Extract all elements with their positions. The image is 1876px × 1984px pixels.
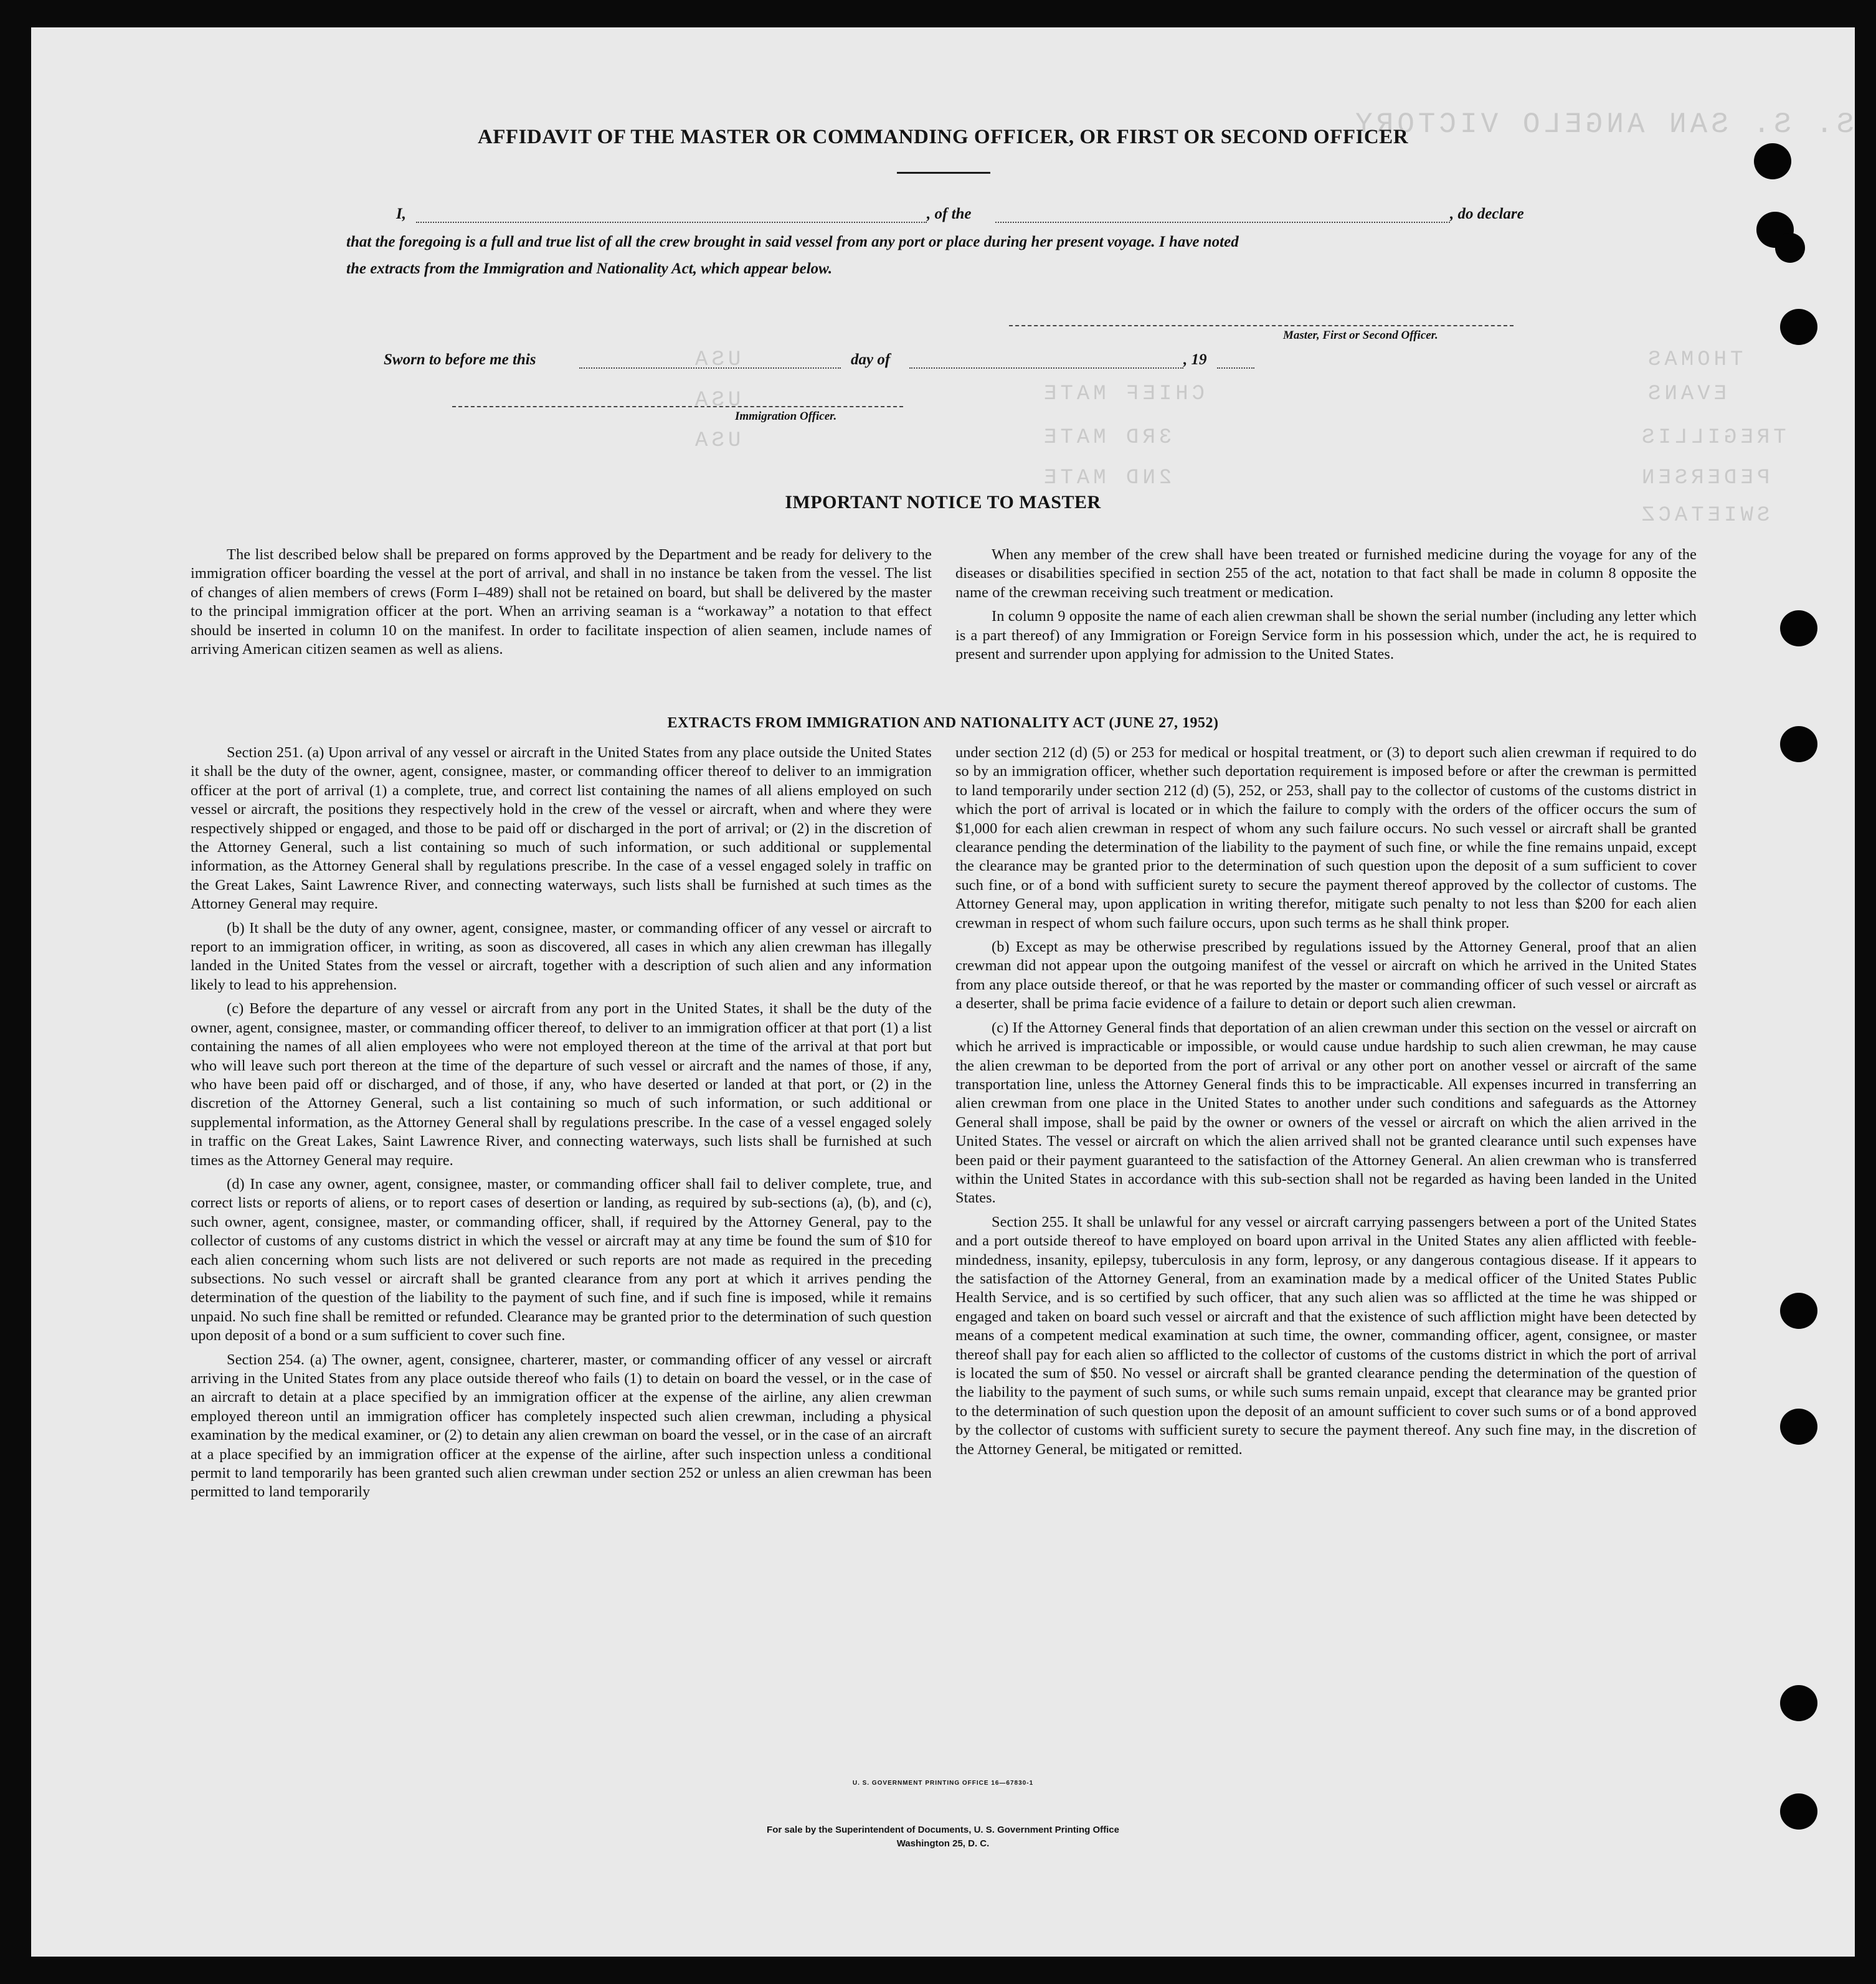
show-through-row: 3RD MATE: [1040, 426, 1172, 450]
show-through-row: USA: [691, 429, 741, 453]
show-through-row: THOMAS: [1644, 348, 1743, 372]
show-through-row: USA: [691, 348, 741, 372]
position-field[interactable]: [995, 222, 1450, 223]
master-signature-field[interactable]: [1009, 325, 1514, 326]
notice-left-column: [191, 546, 932, 659]
notice-paragraph: When any member of the crew shall have been treated or furnished medicine during the voyage for any of the diseases or disabilities specified in section 255 of the act, notation to that fact shall be made in column 8 opposite the name of the crewman receiving such treatment or medication.: [955, 546, 1697, 601]
immigration-officer-signature-field[interactable]: [452, 406, 903, 407]
act-section-paragraph: (d) In case any owner, agent, consignee, master, or commanding officer shall fail to deliver complete, true, and correct lists or reports of aliens, or to report cases of desertion or landing, as required by sub-sections (a), (b), and (c), such owner, agent, consignee, master, or commanding officer, shall, if required by the Attorney General, pay to the collector of customs of any customs district in which the vessel or aircraft may at any time be found the sum of $10 for each alien concerning whom such lists are not delivered or such reports are not made as required in the preceding subsections. No such vessel or aircraft shall be granted clearance from any port at which it arrives pending the determination of the question of the liability to the payment of such fine, and if such fine is imposed, while it remains unpaid. No such fine shall be remitted or refunded. Clearance may be granted prior to the determination of such question upon deposit of a bond or a sum sufficient to cover such fine.: [191, 1175, 932, 1344]
affiant-label: I,: [396, 205, 406, 222]
year-label: , 19: [1183, 351, 1207, 368]
declaration-line-2: the extracts from the Immigration and Nationality Act, which appear below.: [346, 260, 833, 277]
affiant-name-field[interactable]: [416, 222, 927, 223]
show-through-row: USA: [691, 389, 741, 412]
punch-hole: [1780, 1293, 1817, 1329]
show-through-vessel-name: S. S. SAN ANGELO VICTORY: [1352, 108, 1854, 141]
sworn-year-field[interactable]: [1217, 367, 1254, 369]
master-signature-caption: Master, First or Second Officer.: [1283, 329, 1438, 342]
extracts-left-column: [191, 744, 932, 1502]
of-the-label: , of the: [927, 205, 972, 222]
act-section-paragraph: (b) Except as may be otherwise prescribed by regulations issued by the Attorney General, proof that an alien crewman did not appear upon the outgoing manifest of the vessel or aircraft on which he arrived in the United States from any place outside thereof, or that he was reported by the master or commanding officer of such vessel or aircraft as a deserter, shall be prima facie evidence of a failure to detain or deport such alien crewman.: [955, 938, 1697, 1013]
act-section-paragraph: under section 212 (d) (5) or 253 for medical or hospital treatment, or (3) to deport such alien crewman if required to do so by an immigration officer, whether such deportation requirement is imposed before or after the crewman is permitted to land temporarily under section 212 (d) (5), 252, or 253, shall pay to the collector of customs of the customs district in which the port of arrival is located or in which the failure to comply with the orders of the officer occurs the sum of $1,000 for each alien crewman in respect of whom any such failure occurs. No such vessel or aircraft shall be granted clearance pending the determination of the liability to the payment of such fine, or while the fine remains unpaid, except the clearance may be granted prior to the determination of such question upon the deposit of a sum sufficient to cover such fine, or of a bond with sufficient surety to secure the payment thereof approved by the collector of customs. The Attorney General may, upon application in writing therefor, mitigate such penalty to not less than $200 for each alien crewman in respect of whom such failure occurs, upon such terms as he shall think proper.: [955, 744, 1697, 932]
punch-hole: [1780, 309, 1817, 345]
punch-hole: [1780, 1685, 1817, 1721]
act-section-paragraph: Section 254. (a) The owner, agent, consignee, charterer, master, or commanding officer of any vessel or aircraft arriving in the United States from any place outside thereof who fails (1) to detain on board the vessel, or in the case of an aircraft to detain at a place specified by an immigration officer at the expense of the airline, any alien crewman employed thereon until an immigration officer has completely inspected such alien crewman, including a physical examination by the medical examiner, or (2) to detain any alien crewman on board the vessel, or in the case of an aircraft at a place specified by an immigration officer at the expense of the airline, after such inspection unless a conditional permit to land temporarily has been granted such alien crewman under section 252 or unless an alien crewman has been permitted to land temporarily: [191, 1351, 932, 1501]
act-section-paragraph: Section 251. (a) Upon arrival of any vessel or aircraft in the United States from any place outside the United States it shall be the duty of the owner, agent, consignee, master, or commanding officer thereof to deliver to an immigration officer at the port of arrival (1) a complete, true, and correct list containing the names of all aliens employed on such vessel or aircraft, the positions they respectively hold in the crew of the vessel or aircraft, when and where they were respectively shipped or engaged, and those to be paid off or discharged in the port of arrival; or (2) in the discretion of the Attorney General, such a list containing so much of such information, or such additional or supplemental information, as the Attorney General shall by regulations prescribe. In the case of a vessel engaged solely in traffic on the Great Lakes, Saint Lawrence River, and connecting waterways, such lists shall be furnished at such times as the Attorney General may require.: [191, 744, 932, 913]
print-code: U. S. GOVERNMENT PRINTING OFFICE 16—67830-1: [852, 1780, 1034, 1787]
notice-paragraph: In column 9 opposite the name of each alien crewman shall be shown the serial number (including any letter which is a part thereof) of any Immigration or Foreign Service form in his possession which, under the act, he is required to present and surrender upon applying for admission to the United States.: [955, 608, 1697, 663]
show-through-row: CHIEF MATE: [1040, 382, 1205, 406]
show-through-row: PEDERSEN: [1638, 466, 1770, 490]
show-through-row: SWIETACZ: [1638, 504, 1770, 527]
show-through-row: EVANS: [1644, 382, 1727, 406]
act-section-paragraph: (c) If the Attorney General finds that deportation of an alien crewman under this section on the vessel or aircraft on which he arrived is impracticable or impossible, or would cause undue hardship to such alien crewman, he may cause the alien crewman to be deported from the port of arrival or any other port on another vessel or aircraft of the same transportation line, unless the Attorney General finds this to be impracticable. All expenses incurred in transferring an alien crewman from one place in the United States to another under such conditions and safeguards as the Attorney General shall impose, shall be paid by the owner or owners of the vessel or aircraft on which the alien arrived in the United States. The vessel or aircraft on which the alien arrived shall not be granted clearance until such expenses have been paid or their payment guaranteed to the satisfaction of the Attorney General. An alien crewman who is transferred within the United States in accordance with this sub-section shall not be regarded as having been landed in the United States.: [955, 1019, 1697, 1207]
extracts-title: EXTRACTS FROM IMMIGRATION AND NATIONALITY ACT (JUNE 27, 1952): [667, 715, 1219, 731]
day-of-label: day of: [851, 351, 891, 368]
show-through-row: 2ND MATE: [1040, 466, 1172, 490]
do-declare-label: , do declare: [1450, 205, 1524, 222]
notice-paragraph: The list described below shall be prepared on forms approved by the Department and be ready for delivery to the immigration officer boarding the vessel at the port of arrival, and shall in no instance be taken from the vessel. The list of changes of alien members of crews (Form I–489) shall not be retained on board, but shall be delivered by the master to the principal immigration officer at the port. When an arriving seaman is a “workaway” a notation to that effect should be inserted in column 10 on the manifest. In order to facilitate inspection of alien seamen, include names of arriving American citizen seamen as well as aliens.: [191, 546, 932, 658]
sworn-month-field[interactable]: [909, 367, 1183, 369]
act-section-paragraph: (c) Before the departure of any vessel or aircraft from any port in the United States, it shall be the duty of the owner, agent, consignee, master, or commanding officer thereof, to deliver to an immigration officer at that port (1) a list containing the names of all alien employees who were not employed thereon at the time of the arrival at that port but who will leave such port thereon at the time of the departure of such vessel or aircraft and the names of those, if any, who have been paid off or discharged, and of those, if any, who have deserted or landed at that port, or (2) in the discretion of the Attorney General, such a list containing so much of such information, or such additional or supplemental information, as the Attorney General shall by regulations prescribe. In the case of a vessel engaged solely in traffic on the Great Lakes, Saint Lawrence River, and connecting waterways, such lists shall be furnished at such times as the Attorney General may require.: [191, 1000, 932, 1169]
show-through-row: TREGILLIS: [1638, 426, 1786, 450]
title-rule: [897, 172, 990, 174]
affidavit-title: AFFIDAVIT OF THE MASTER OR COMMANDING OFFICER, OR FIRST OR SECOND OFFICER: [477, 126, 1409, 148]
punch-hole: [1775, 233, 1805, 263]
punch-hole: [1780, 610, 1817, 646]
act-section-paragraph: (b) It shall be the duty of any owner, agent, consignee, master, or commanding officer of any vessel or aircraft to report to an immigration officer, in writing, as soon as discovered, all cases in which any alien crewman has illegally landed in the United States from the vessel or aircraft, together with a description of such alien and any information likely to lead to his apprehension.: [191, 919, 932, 993]
sworn-day-field[interactable]: [579, 367, 841, 369]
declaration-line-1: that the foregoing is a full and true list of all the crew brought in said vessel from any port or place during her present voyage. I have noted: [346, 234, 1239, 250]
sale-notice-line-1: For sale by the Superintendent of Documents, U. S. Government Printing Office: [767, 1825, 1119, 1835]
act-section-paragraph: Section 255. It shall be unlawful for any vessel or aircraft carrying passengers between a port of the United States and a port outside thereof to have employed on board upon arrival in the United States any alien afflicted with feeble-mindedness, insanity, epilepsy, tuberculosis in any form, leprosy, or any dangerous contagious disease. If it appears to the satisfaction of the Attorney General, from an examination made by a medical officer of the United States Public Health Service, and is so certified by such officer, that any such alien was so afflicted at the time he was shipped or engaged and taken on board such vessel or aircraft and that the existence of such affliction might have been detected by means of a competent medical examination at such time, the owner, commanding officer, agent, consignee, or master thereof shall pay for each alien so afflicted to the collector of customs of the customs district in which the port of arrival is located the sum of $50. No vessel or aircraft shall be granted clearance pending the determination of the question of the liability to the payment of such sums, or while such sums remain unpaid, except that clearance may be granted prior to the determination of such question upon the deposit of an amount sufficient to cover such sums or of a bond approved by the collector of customs with sufficient surety to secure the payment thereof. Any such fine may, in the discretion of the Attorney General, be mitigated or remitted.: [955, 1213, 1697, 1458]
sale-notice-line-2: Washington 25, D. C.: [896, 1838, 990, 1849]
notice-title: IMPORTANT NOTICE TO MASTER: [785, 492, 1101, 513]
sworn-label: Sworn to before me this: [384, 351, 536, 368]
punch-hole: [1780, 1409, 1817, 1445]
immigration-officer-caption: Immigration Officer.: [735, 410, 837, 423]
notice-right-column: [955, 546, 1697, 664]
extracts-right-column: [955, 744, 1697, 1459]
document-page: [31, 27, 1855, 1957]
